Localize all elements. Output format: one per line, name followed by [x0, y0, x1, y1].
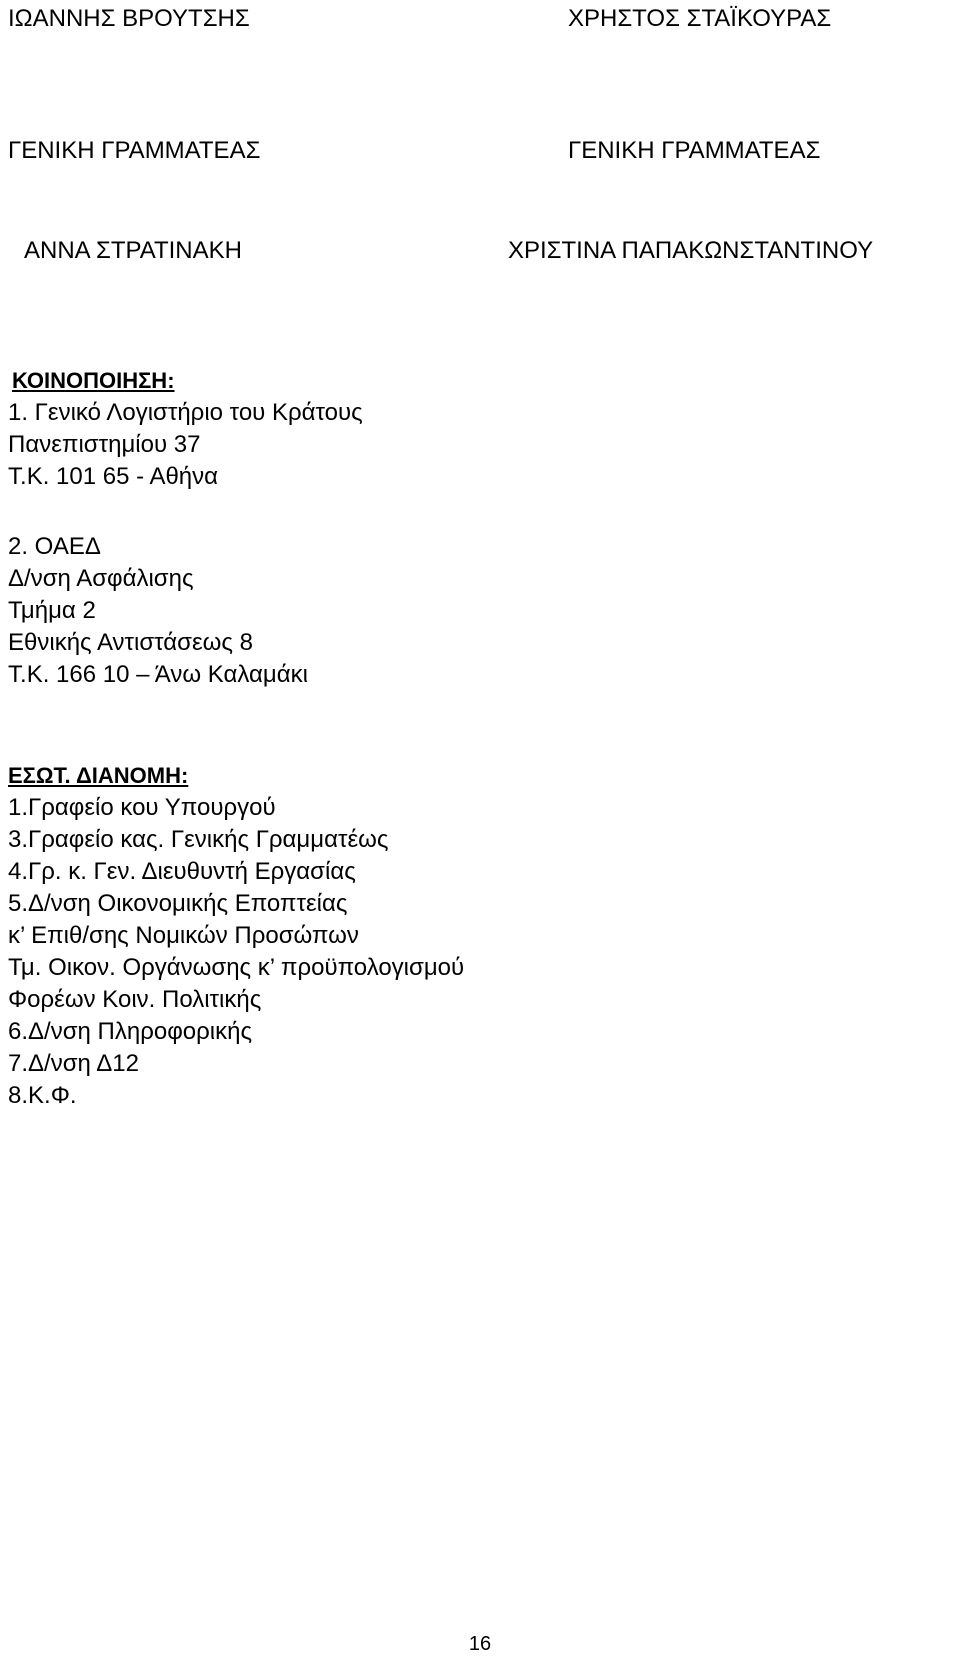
distribution-item: Φορέων Κοιν. Πολιτικής: [8, 986, 262, 1013]
right-secretary-title: ΓΕΝΙΚΗ ΓΡΑΜΜΑΤΕΑΣ: [568, 137, 821, 164]
distribution-item: 3.Γραφείο κας. Γενικής Γραμματέως: [8, 826, 389, 853]
internal-distribution-heading: ΕΣΩΤ. ΔΙΑΝΟΜΗ:: [8, 763, 189, 788]
notification-recipient-2: [8, 531, 308, 691]
page-number: 16: [468, 1633, 492, 1655]
distribution-item: 4.Γρ. κ. Γεν. Διευθυντή Εργασίας: [8, 858, 356, 885]
distribution-item: 6.Δ/νση Πληροφορικής: [8, 1018, 253, 1045]
distribution-item: 8.Κ.Φ.: [8, 1082, 77, 1109]
distribution-item: 1.Γραφείο κου Υπουργού: [8, 794, 276, 821]
left-secretary-title: ΓΕΝΙΚΗ ΓΡΑΜΜΑΤΕΑΣ: [8, 137, 261, 164]
notification-line: 1. Γενικό Λογιστήριο του Κράτους: [8, 399, 363, 426]
left-secretary-name: ΑΝΝΑ ΣΤΡΑΤΙΝΑΚΗ: [24, 237, 242, 264]
notification-section: [8, 365, 363, 493]
right-secretary-name: ΧΡΙΣΤΙΝΑ ΠΑΠΑΚΩΝΣΤΑΝΤΙΝΟΥ: [508, 237, 874, 264]
distribution-item: 7.Δ/νση Δ12: [8, 1050, 139, 1077]
notification-line: Τμήμα 2: [8, 597, 96, 624]
distribution-item: κ’ Επιθ/σης Νομικών Προσώπων: [8, 922, 359, 949]
notification-line: Δ/νση Ασφάλισης: [8, 565, 194, 592]
notification-line: Τ.Κ. 101 65 - Αθήνα: [8, 463, 219, 490]
notification-line: Τ.Κ. 166 10 – Άνω Καλαμάκι: [8, 661, 308, 688]
distribution-item: Τμ. Οικον. Οργάνωσης κ’ προϋπολογισμού: [8, 954, 465, 981]
internal-distribution-section: [8, 760, 464, 1112]
notification-heading: ΚΟΙΝΟΠΟΙΗΣΗ:: [12, 368, 175, 393]
left-minister-name: ΙΩΑΝΝΗΣ ΒΡΟΥΤΣΗΣ: [8, 5, 250, 32]
notification-line: 2. ΟΑΕΔ: [8, 533, 101, 560]
notification-line: Εθνικής Αντιστάσεως 8: [8, 629, 253, 656]
distribution-item: 5.Δ/νση Οικονομικής Εποπτείας: [8, 890, 348, 917]
notification-line: Πανεπιστημίου 37: [8, 431, 201, 458]
right-minister-name: ΧΡΗΣΤΟΣ ΣΤΑΪΚΟΥΡΑΣ: [568, 5, 832, 32]
